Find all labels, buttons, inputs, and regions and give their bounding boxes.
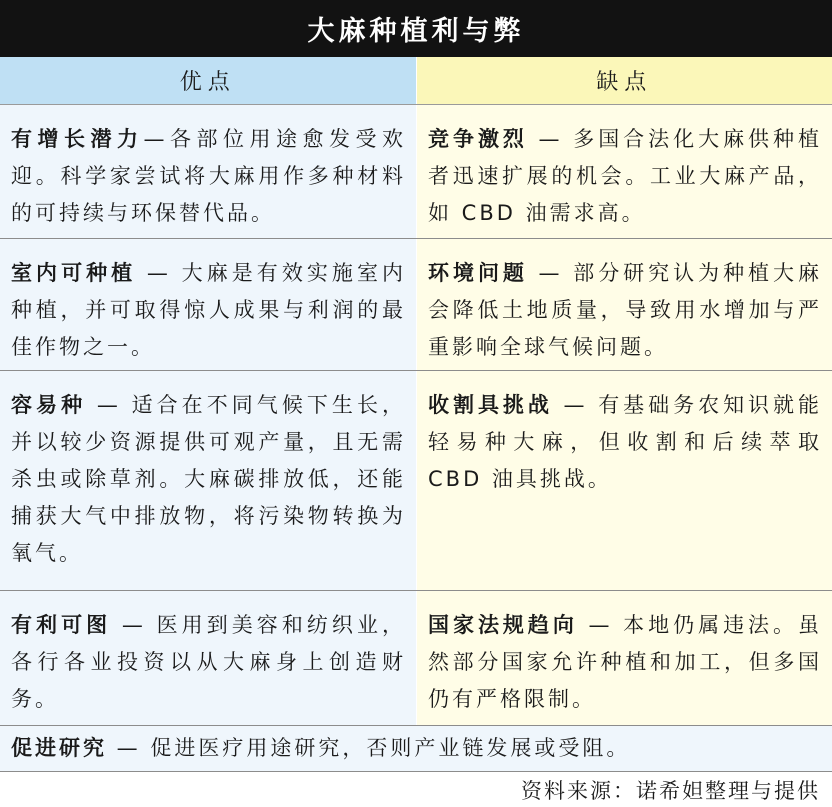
- separator: —: [107, 736, 151, 760]
- separator: —: [86, 393, 132, 417]
- source-credit: 资料来源：诺希妲整理与提供: [521, 779, 820, 803]
- separator: —: [577, 613, 624, 637]
- con-text: 有基础务农知识就能轻易种大麻，但收割和后续萃取 CBD 油具挑战。: [428, 393, 823, 491]
- table-header: [0, 57, 832, 105]
- con-heading: 国家法规趋向: [428, 613, 578, 637]
- table-row: [0, 105, 832, 239]
- separator: —: [552, 393, 599, 417]
- con-cell: [416, 239, 832, 370]
- con-heading: 收割具挑战: [428, 393, 553, 417]
- separator: —: [143, 127, 168, 151]
- header-pros: 优点: [0, 57, 417, 104]
- pro-cell: [0, 105, 416, 238]
- separator: —: [527, 261, 574, 285]
- pro-text: 适合在不同气候下生长，并以较少资源提供可观产量，且无需杀虫或除草剂。大麻碳排放低，还能捕获大气中排放物，将污染物转换为氧气。: [11, 393, 407, 565]
- pro-text: 促进医疗用途研究，否则产业链发展或受阻。: [150, 736, 631, 760]
- table-row: [0, 371, 832, 591]
- page-title: 大麻种植利与弊: [0, 0, 832, 57]
- con-cell: [416, 105, 832, 238]
- separator: —: [136, 261, 182, 285]
- pro-heading: 室内可种植: [11, 261, 137, 285]
- table-row: [0, 239, 832, 371]
- pro-text: 医用到美容和纺织业，各行各业投资以从大麻身上创造财务。: [11, 613, 406, 711]
- pro-text: 大麻是有效实施室内种植，并可取得惊人成果与利润的最佳作物之一。: [11, 261, 406, 359]
- con-cell: [416, 371, 832, 590]
- pro-cell: [0, 239, 416, 370]
- con-heading: 环境问题: [428, 261, 528, 285]
- pro-cell: [0, 371, 416, 590]
- con-text: 本地仍属违法。虽然部分国家允许种植和加工，但多国仍有严格限制。: [428, 613, 823, 711]
- pro-heading: 有增长潜力: [11, 127, 144, 151]
- full-width-row: [0, 726, 832, 772]
- pro-cell: [0, 591, 416, 725]
- con-text: 部分研究认为种植大麻会降低土地质量，导致用水增加与严重影响全球气候问题。: [428, 261, 823, 359]
- con-cell: [416, 591, 832, 725]
- con-text: 多国合法化大麻供种植者迅速扩展的机会。工业大麻产品，如 CBD 油需求高。: [428, 127, 823, 225]
- separator: —: [111, 613, 157, 637]
- header-cons: 缺点: [417, 57, 832, 104]
- table-row: [0, 591, 832, 726]
- separator: —: [527, 127, 574, 151]
- pro-heading: 容易种: [11, 393, 87, 417]
- con-heading: 竞争激烈: [428, 127, 528, 151]
- pro-text: 各部位用途愈发受欢迎。科学家尝试将大麻用作多种材料的可持续与环保替代品。: [11, 127, 406, 225]
- pro-heading: 有利可图: [11, 613, 112, 637]
- pro-heading: 促进研究: [11, 736, 107, 760]
